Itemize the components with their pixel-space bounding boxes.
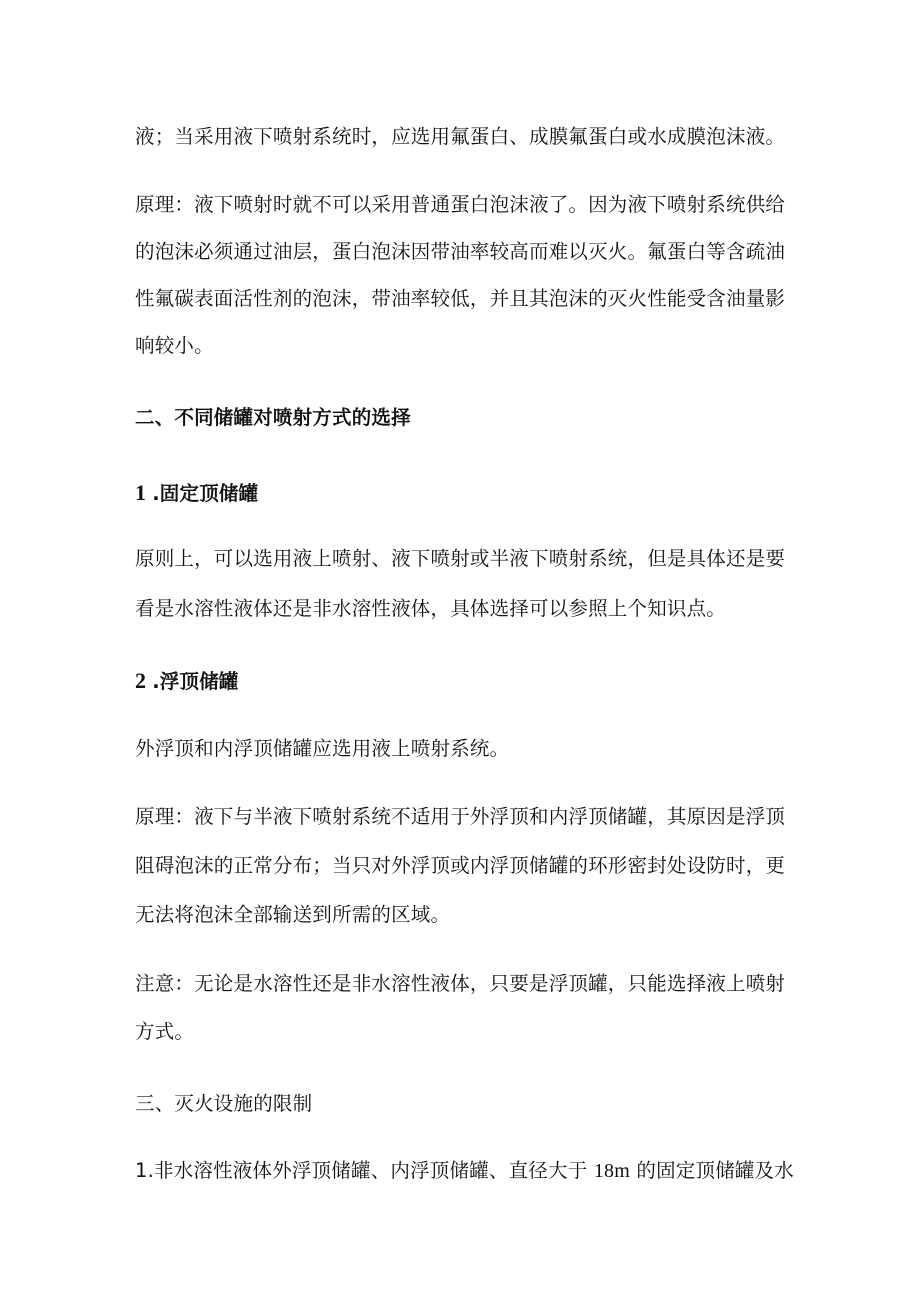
subheading-number: 1 xyxy=(135,480,147,505)
subheading-title: .固定顶储罐 xyxy=(152,482,259,505)
restriction-prefix: 1.非水溶性液体外浮顶储罐、内浮顶储罐、直径大于 xyxy=(135,1159,588,1182)
paragraph-foam-selection-line-1: 液；当采用液下喷射系统时，应选用氟蛋白、成膜氟蛋白或水成膜泡沫液。 xyxy=(135,125,786,148)
paragraph-floating-roof-line-1: 外浮顶和内浮顶储罐应选用液上喷射系统。 xyxy=(135,737,510,760)
subheading-fixed-roof-tank xyxy=(135,480,805,507)
section-heading-two: 二、不同储罐对喷射方式的选择 xyxy=(135,406,411,429)
paragraph-principle-line-1: 原理：液下喷射时就不可以采用普通蛋白泡沫液了。因为液下喷射系统供给 xyxy=(135,193,786,216)
paragraph-principle-line-4: 响较小。 xyxy=(135,334,214,357)
subheading-title: .浮顶储罐 xyxy=(152,670,239,693)
paragraph-principle-line-3: 性氟碳表面活性剂的泡沫，带油率较低，并且其泡沫的灭火性能受含油量影 xyxy=(135,287,786,310)
restriction-suffix: 的固定顶储罐及水 xyxy=(636,1159,794,1182)
paragraph-fixed-roof-line-1: 原则上，可以选用液上喷射、液下喷射或半液下喷射系统，但是具体还是要 xyxy=(135,547,786,570)
subheading-number: 2 xyxy=(135,668,147,693)
paragraph-note-line-1: 注意：无论是水溶性还是非水溶性液体，只要是浮顶罐，只能选择液上喷射 xyxy=(135,972,786,995)
paragraph-fixed-roof-line-2: 看是水溶性液体还是非水溶性液体，具体选择可以参照上个知识点。 xyxy=(135,597,727,620)
paragraph-restriction-line-1 xyxy=(135,1158,805,1184)
diameter-value: 18m xyxy=(593,1160,630,1182)
paragraph-principle-2-line-2: 阻碍泡沫的正常分布；当只对外浮顶或内浮顶储罐的环形密封处设防时，更 xyxy=(135,854,786,877)
paragraph-note-line-2: 方式。 xyxy=(135,1020,195,1043)
subheading-floating-roof-tank xyxy=(135,668,805,695)
paragraph-principle-2-line-3: 无法将泡沫全部输送到所需的区域。 xyxy=(135,903,451,926)
paragraph-principle-line-2: 的泡沫必须通过油层，蛋白泡沫因带油率较高而难以灭火。氟蛋白等含疏油 xyxy=(135,240,786,263)
section-heading-three: 三、灭火设施的限制 xyxy=(135,1092,313,1115)
paragraph-principle-2-line-1: 原理：液下与半液下喷射系统不适用于外浮顶和内浮顶储罐，其原因是浮顶 xyxy=(135,805,786,828)
